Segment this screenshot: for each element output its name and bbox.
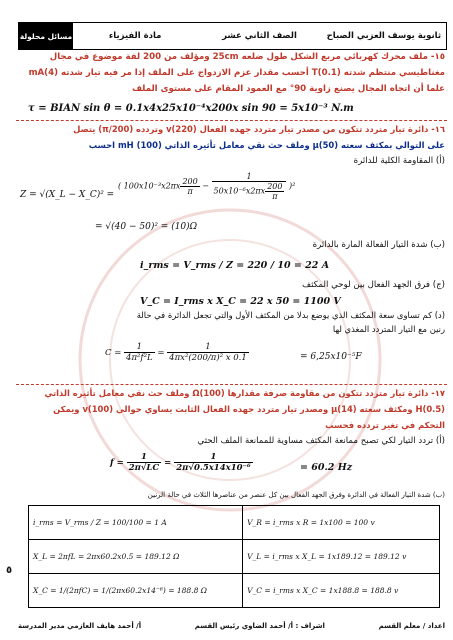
q15-answer: τ = BIAN sin θ = 0.1x4x25x10⁻⁴x200x sin 90 = 5x10⁻³ N.m [28, 103, 354, 114]
q17-line-1: ١٧- دائرة تيار متردد تتكون من مقاومة صرفة مقدارها (100)Ω وملف حث نقي معامل تأثيره الذاتي [44, 388, 445, 398]
q16-line-2: على التوالي بمكثف سعته µ(50) وملف حث نقي معامل تأثيره الذاتي (100) mH احسب [88, 140, 445, 150]
grade-label: الصف الثاني عشر [222, 31, 297, 41]
q17-line-3: التحكم في تغير تردده فحسب [325, 420, 445, 430]
table-cell: i_rms = V_rms / Z = 100/100 = 1 A [29, 506, 243, 540]
current-formula: i_rms = V_rms / Z = 220 / 10 = 22 A [140, 260, 330, 271]
subject-label: مادة الفيزياء [108, 31, 162, 41]
solved-problems-badge: مسائل محلولة [19, 23, 73, 49]
table-row [29, 506, 440, 540]
resonant-frequency-formula: f = $\frac{1}{2\pi√LC}$ = $\frac{1}{\text{2π√0.5x14x10⁻⁶}}$ [110, 452, 251, 473]
table-row [29, 540, 440, 574]
footer-prepared-by: اعداد / معلم القسم [378, 622, 445, 630]
q16-part-d-line-1: (د) كم تساوى سعة المكثف الذي يوضع بدلا من المكثف الأول والتي تجعل الدائرة في حالة [136, 310, 445, 320]
q16-part-b-label: (ب) شدة التيار الفعالة المارة بالدائرة [312, 240, 445, 250]
q16-part-a-label: (أ) المقاومة الكلية للدائرة [353, 156, 445, 166]
q16-line-1: ١٦- دائرة تيار متردد تتكون من مصدر تيار متردد جهده الفعال (220)v وتردده (200/π) يتصل [73, 124, 445, 134]
q15-line-2: مغناطيسي منتظم شدته (0.1)T أحسب مقدار عزم الازدواج على الملف إذا مر فيه تيار شدته (4)mA [28, 68, 445, 78]
page-number: ٥ [6, 565, 13, 576]
table-cell: X_L = 2πfL = 2πx60.2x0.5 = 189.12 Ω [29, 540, 243, 574]
q15-line-3: علما أن اتجاه المجال يصنع زاوية 90° مع العمود المقام على مستوى الملف [131, 84, 445, 94]
resonant-frequency-result: = 60.2 Hz [300, 462, 353, 473]
impedance-formula: Z = √(X_L − X_C)² = [20, 190, 115, 200]
q17-part-a-label: (أ) تردد التيار لكي تصبح ممانعة المكثف مساوية للممانعة الملف الحثي [197, 436, 445, 446]
resonance-capacitance-formula: C = $\frac{1}{\text{4π²f²L}}$ = $\frac{1}{\text{4πx²(200/π)² x 0.1}}$ [105, 342, 247, 363]
q17-part-b-label: (ب) شدة التيار الفعالة في الدائرة وفرق الجهد الفعال بين كل عنصر من عناصرها الثلاث في حالة الرنين [147, 491, 445, 499]
q16-part-c-label: (ج) فرق الجهد الفعال بين لوحي المكثف [302, 280, 445, 290]
q15-line-1: ١٥- ملف محرك كهربائي مربع الشكل طول ضلعه 25cm ومؤلف من 200 لفة موضوع في مجال [49, 52, 445, 62]
footer-principal: أ/ أحمد هايف العازمي مدير المدرسة [18, 622, 142, 630]
capacitor-voltage-formula: V_C = I_rms x X_C = 22 x 50 = 1100 V [140, 296, 341, 307]
page-footer [18, 622, 445, 630]
q16-part-d-line-2: رنين مع التيار المتردد المغذي لها [332, 324, 445, 334]
table-cell: V_L = i_rms x X_L = 1x189.12 = 189.12 v [243, 540, 440, 574]
resonance-capacitance-result: = 6,25x10⁻⁵F [300, 352, 362, 362]
table-row [29, 574, 440, 608]
q17-line-2: (0.5)H ومكثف سعته µ(14) ومصدر تيار متردد جهده الفعال الثابت يساوي حوالي (100)v ويمكن [53, 404, 445, 414]
table-cell: V_R = i_rms x R = 1x100 = 100 v [243, 506, 440, 540]
impedance-expansion: ( 100x10⁻³x2πx $\frac{200}{\pi}$ − 1 50x10⁻⁶x2πx $\frac{200}{\pi}$ )² [118, 172, 296, 201]
resonance-values-table [28, 505, 440, 608]
divider [16, 384, 447, 385]
impedance-result: = √(40 − 50)² = (10)Ω [95, 222, 198, 232]
school-name: ثانوية يوسف العزبي الصباح [326, 31, 442, 41]
divider [16, 120, 447, 121]
footer-supervisor: اشراف : أ/ أحمد الضاوي رئيس القسم [194, 622, 325, 630]
table-cell: V_C = i_rms x X_C = 1x188.8 = 188.8 v [243, 574, 440, 608]
table-cell: X_C = 1/(2πfC) = 1/(2πx60.2x14⁻⁶) = 188.8 Ω [29, 574, 243, 608]
page-header [18, 22, 447, 50]
